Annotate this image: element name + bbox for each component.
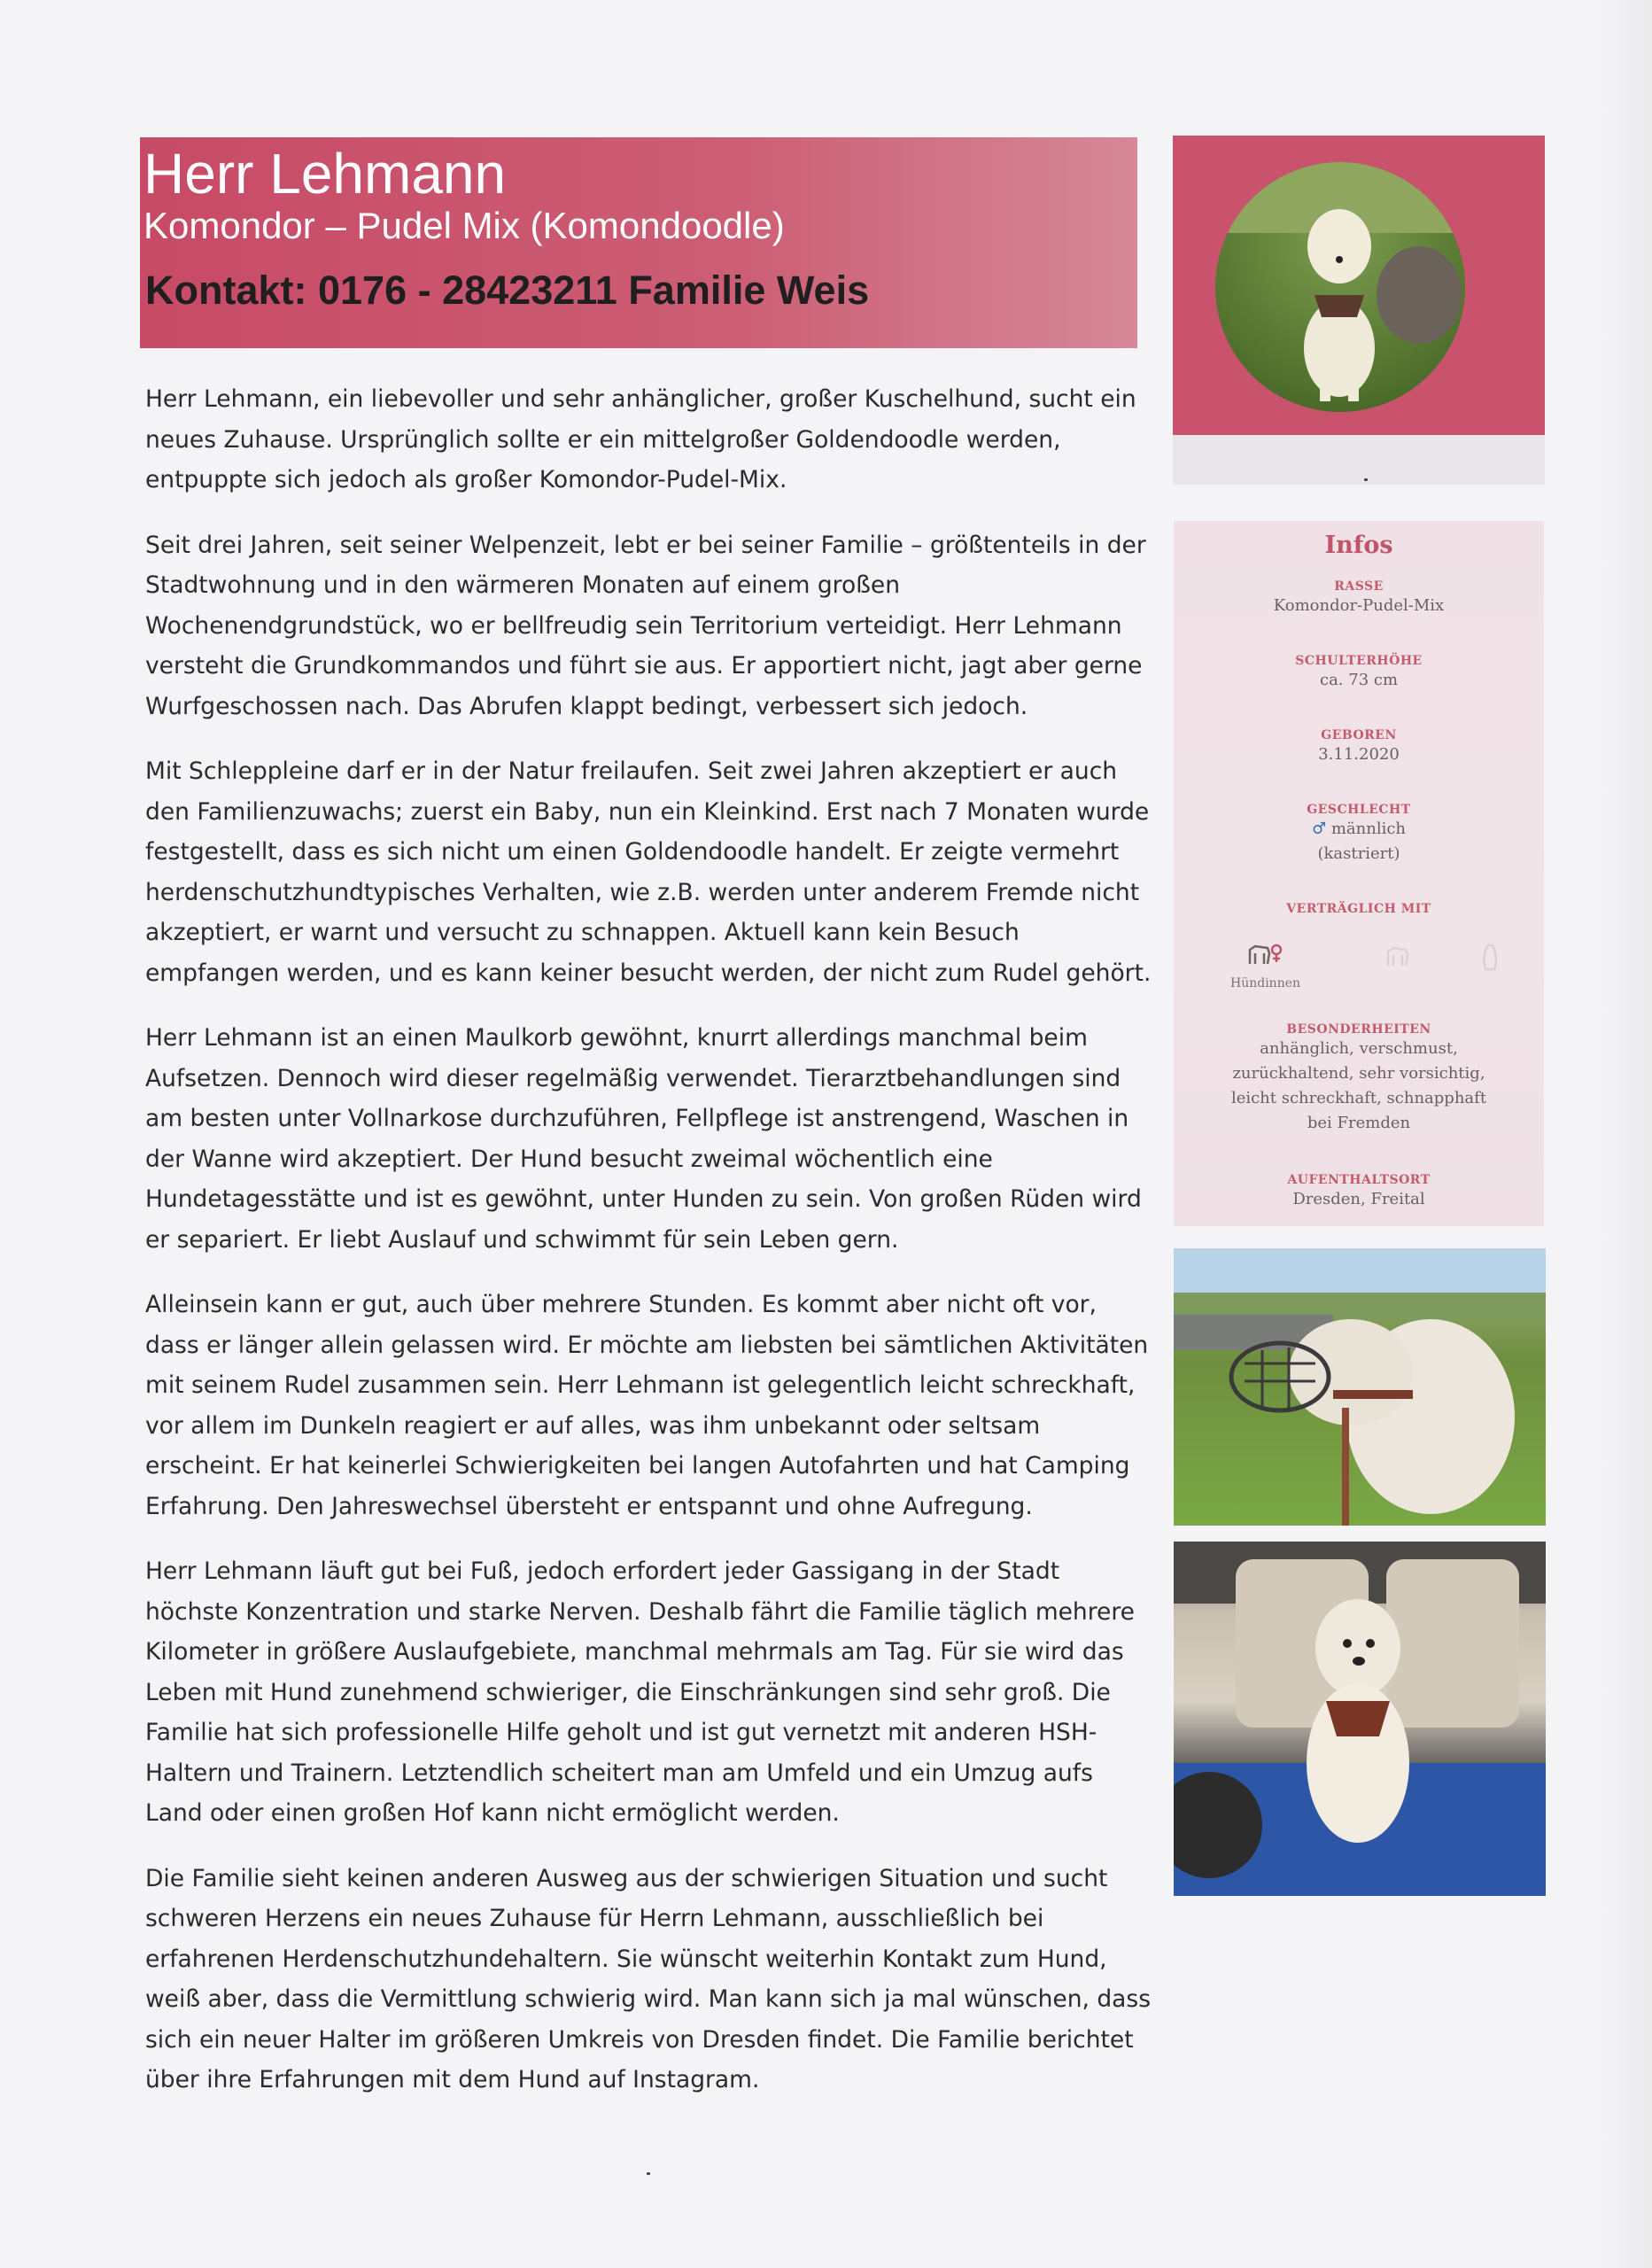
infos-card xyxy=(1174,521,1544,1226)
scan-speck xyxy=(1364,478,1368,481)
photo-dog-car xyxy=(1174,1542,1546,1896)
photo-frame-bottom xyxy=(1173,435,1545,485)
paragraph: Mit Schleppleine darf er in der Natur freilaufen. Seit zwei Jahren akzeptiert er auch den Familienzuwachs; zuerst ein Baby, nun ein Kleinkind. Erst nach 7 Monaten wurde festgestellt, dass es sich nicht um einen Goldendoodle handelt. Er zeigte vermehrt herdenschutzhundtypisches Verhalten, wie z.B. werden unter anderem Fremde nicht akzeptiert, er warnt und versucht zu schnappen. Aktuell kann kein Besuch empfangen werden, und es kann keiner besucht werden, der nicht zum Rudel gehört. xyxy=(145,757,1152,987)
description-text xyxy=(145,379,1155,2125)
paragraph: Herr Lehmann, ein liebevoller und sehr anhänglicher, großer Kuschelhund, sucht ein neues Zuhause. Ursprünglich sollte er ein mittelgroßer Goldendoodle werden, entpuppte sich jedoch als großer Komondor-Pudel-Mix. xyxy=(145,385,1136,493)
male-symbol-icon: ♂ xyxy=(1311,819,1327,838)
kastriert-value: (kastriert) xyxy=(1317,844,1400,863)
header-banner xyxy=(140,137,1137,348)
dog-name: Herr Lehmann xyxy=(143,142,507,206)
paragraph: Herr Lehmann läuft gut bei Fuß, jedoch erfordert jeder Gassigang in der Stadt höchste Konzentration und starke Nerven. Deshalb fährt die Familie täglich mehrere Kilometer in größere Auslaufgebiete, manchmal mehrmals am Tag. Für sie wird das Leben mit Hund zunehmend schwieriger, die Einschränkungen sind sehr groß. Die Familie hat sich professionelle Hilfe geholt und ist gut vernetzt mit anderen HSH-Haltern und Trainern. Letztendlich scheitert man am Umfeld und ein Umzug aufs Land oder einen großen Hof kann nicht ermöglicht werden. xyxy=(145,1557,1135,1827)
huendinnen-caption: Hündinnen xyxy=(1230,976,1301,990)
aufenthaltsort-label: AUFENTHALTSORT xyxy=(1287,1173,1431,1187)
dog-sitting-illustration xyxy=(1215,162,1465,412)
besonderheiten-line: leicht schreckhaft, schnapphaft xyxy=(1230,1089,1487,1107)
male-dog-icon xyxy=(1384,939,1423,975)
schulterhoehe-value: ca. 73 cm xyxy=(1319,671,1399,689)
geboren-label: GEBOREN xyxy=(1321,728,1397,742)
aufenthaltsort-value: Dresden, Freital xyxy=(1292,1190,1425,1208)
rasse-value: Komondor-Pudel-Mix xyxy=(1273,596,1445,615)
contact-line: Kontakt: 0176 - 28423211 Familie Weis xyxy=(145,267,870,313)
geschlecht-value xyxy=(1174,817,1544,842)
dog-car-illustration xyxy=(1174,1542,1546,1896)
besonderheiten-line: bei Fremden xyxy=(1307,1114,1411,1132)
female-dog-icon xyxy=(1246,937,1285,973)
schulterhoehe-label: SCHULTERHÖHE xyxy=(1295,654,1423,668)
geschlecht-text: männlich xyxy=(1330,819,1407,838)
scan-speck xyxy=(647,2172,650,2175)
profile-photo-frame xyxy=(1173,136,1545,435)
paragraph: Herr Lehmann ist an einen Maulkorb gewöhnt, knurrt allerdings manchmal beim Aufsetzen. Dennoch wird dieser regelmäßig verwendet. Tierarztbehandlungen sind am besten unter Vollnarkose durchzuführen, Fellpflege ist anstrengend, Waschen in der Wanne wird akzeptiert. Der Hund besucht zweimal wöchentlich eine Hundetagesstätte und ist es gewöhnt, unter Hunden zu sein. Von großen Rüden wird er separiert. Er liebt Auslauf und schwimmt für sein Leben gern. xyxy=(145,1024,1142,1254)
scan-edge-shade xyxy=(1599,0,1652,2268)
besonderheiten-label: BESONDERHEITEN xyxy=(1286,1022,1431,1037)
infos-title: Infos xyxy=(1324,532,1393,559)
besonderheiten-line: anhänglich, verschmust, xyxy=(1260,1039,1458,1058)
vertraeglich-label: VERTRÄGLICH MIT xyxy=(1286,902,1431,916)
cat-icon xyxy=(1477,939,1503,975)
compatibility-icons xyxy=(1227,937,1493,990)
dog-muzzle-illustration xyxy=(1174,1248,1546,1526)
paragraph: Seit drei Jahren, seit seiner Welpenzeit, lebt er bei seiner Familie – größtenteils in der Stadtwohnung und in den wärmeren Monaten auf einem großen Wochenendgrundstück, wo er bellfreudig sein Territorium verteidigt. Herr Lehmann versteht die Grundkommandos und führt sie aus. Er apportiert nicht, jagt aber gerne Wurfgeschossen nach. Das Abrufen klappt bedingt, verbessert sich jedoch. xyxy=(145,531,1146,720)
dog-breed: Komondor – Pudel Mix (Komondoodle) xyxy=(143,205,785,247)
photo-dog-muzzle xyxy=(1174,1248,1546,1526)
paragraph: Die Familie sieht keinen anderen Ausweg aus der schwierigen Situation und sucht schweren Herzens ein neues Zuhause für Herrn Lehmann, ausschließlich bei erfahrenen Herdenschutzhundehaltern. Sie wünscht weiterhin Kontakt zum Hund, weiß aber, dass die Vermittlung schwierig wird. Man kann sich ja mal wünschen, dass sich ein neuer Halter im größeren Umkreis von Dresden findet. Die Familie berichtet über ihre Erfahrungen mit dem Hund auf Instagram. xyxy=(145,1864,1152,2093)
rasse-label: RASSE xyxy=(1334,579,1384,594)
geschlecht-label: GESCHLECHT xyxy=(1307,803,1411,817)
profile-photo xyxy=(1215,162,1465,412)
geboren-value: 3.11.2020 xyxy=(1318,745,1400,764)
besonderheiten-line: zurückhaltend, sehr vorsichtig, xyxy=(1232,1064,1485,1083)
paragraph: Alleinsein kann er gut, auch über mehrere Stunden. Es kommt aber nicht oft vor, dass er länger allein gelassen wird. Er möchte am liebsten bei sämtlichen Aktivitäten mit seinem Rudel zusammen sein. Herr Lehmann ist gelegentlich leicht schreckhaft, vor allem im Dunkeln reagiert er auf alles, was ihm unbekannt oder seltsam erscheint. Er hat keinerlei Schwierigkeiten bei langen Autofahrten und hat Camping Erfahrung. Den Jahreswechsel übersteht er entspannt und ohne Aufregung. xyxy=(145,1291,1149,1520)
